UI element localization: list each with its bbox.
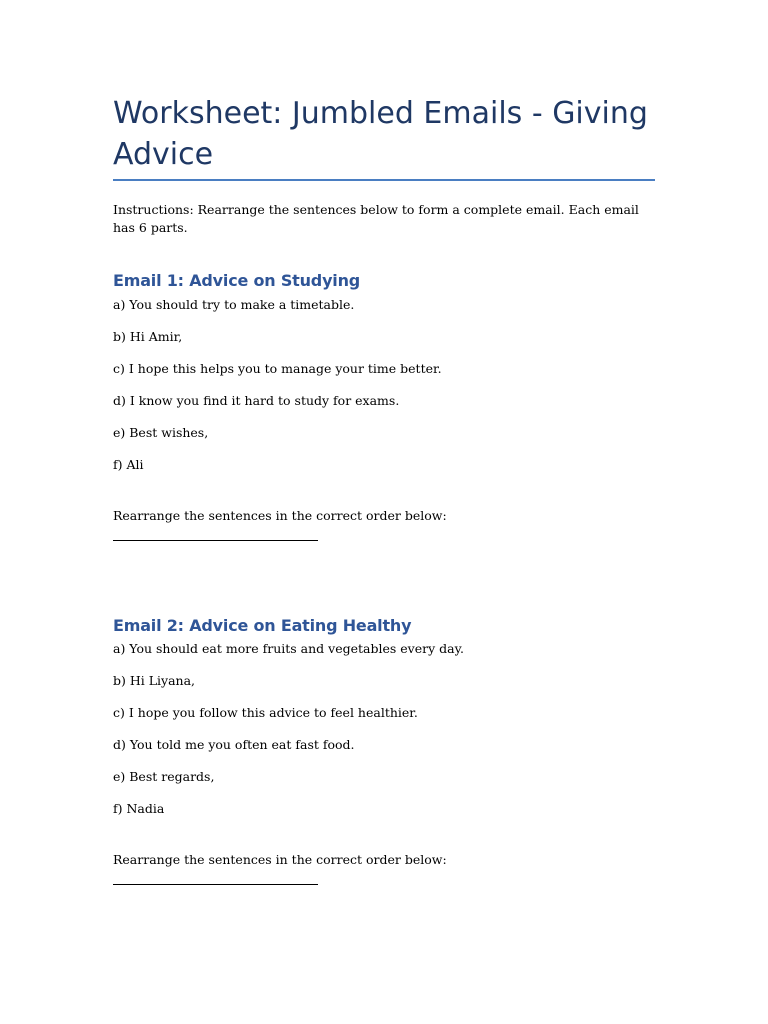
email-2-rearrange-prompt: Rearrange the sentences in the correct order below: — [113, 852, 447, 867]
email-1-answer-line[interactable] — [113, 540, 318, 541]
email-2-answer-line[interactable] — [113, 884, 318, 885]
email-1-sentence-f: f) Ali — [113, 457, 144, 472]
email-1-sentence-e: e) Best wishes, — [113, 425, 209, 440]
email-2-sentence-e: e) Best regards, — [113, 769, 215, 784]
email-2-sentence-b: b) Hi Liyana, — [113, 673, 196, 688]
email-1-sentence-c: c) I hope this helps you to manage your time better. — [113, 361, 442, 376]
email-1-rearrange-prompt: Rearrange the sentences in the correct order below: — [113, 508, 447, 523]
email-1-sentence-d: d) I know you find it hard to study for exams. — [113, 393, 400, 408]
email-2-sentence-f: f) Nadia — [113, 801, 165, 816]
email-2-sentence-c: c) I hope you follow this advice to feel healthier. — [113, 705, 418, 720]
email-1-sentence-b: b) Hi Amir, — [113, 329, 183, 344]
instructions-text: Instructions: Rearrange the sentences below to form a complete email. Each email has 6 parts. — [113, 202, 639, 235]
page-title: Worksheet: Jumbled Emails - Giving Advice — [113, 96, 648, 172]
title-divider — [113, 179, 655, 181]
email-1-sentence-a: a) You should try to make a timetable. — [113, 297, 355, 312]
email-2-heading: Email 2: Advice on Eating Healthy — [113, 616, 412, 635]
email-2-sentence-d: d) You told me you often eat fast food. — [113, 737, 355, 752]
email-1-heading: Email 1: Advice on Studying — [113, 271, 361, 290]
email-2-sentence-a: a) You should eat more fruits and vegetables every day. — [113, 641, 464, 656]
